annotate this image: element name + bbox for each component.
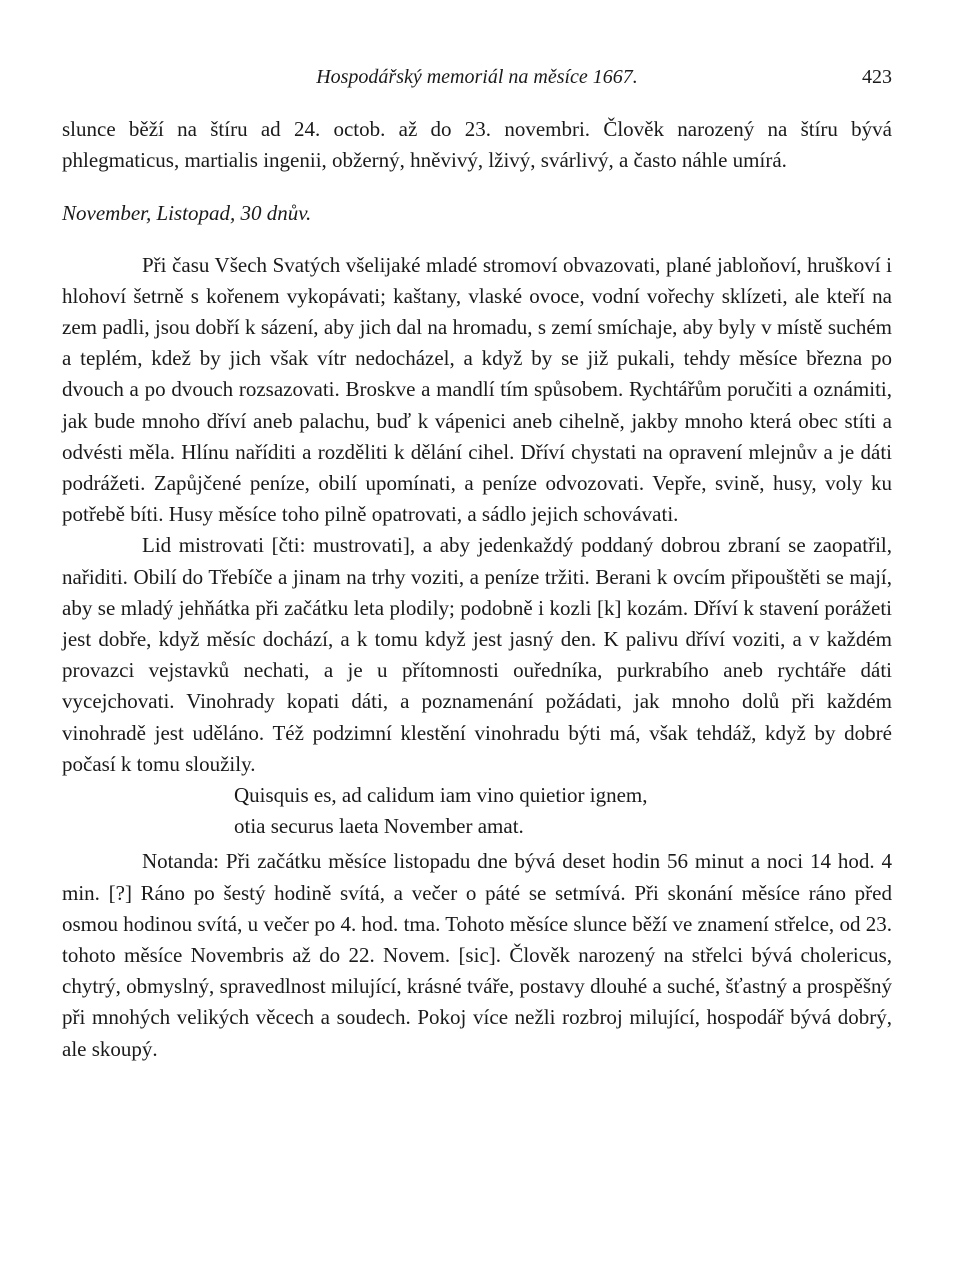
- section-title: November, Listopad, 30 dnův.: [62, 201, 312, 226]
- paragraph-all-saints: Při času Všech Svatých všelijaké mladé stromoví obvazovati, plané jabloňoví, hruškoví i hlohoví šetrně s kořenem vykopávati; kaštany, vlaské ovoce, vodní vořechy sklízeti, ale kteří na zem padli, jsou dobří k sázení, aby jich dal na hromadu, s zemí smíchaje, aby byly v místě suchém a teplém, kdež by jich však vítr nedocházel, a když by se již pukali, tehdy měsíce března po dvouch a po dvouch rozsazovati. Broskve a mandlí tím spůsobem. Rychtářům poručiti a oznámiti, jak bude mnoho dříví aneb palachu, buď k vápenici aneb cihelně, jakby mnoho která obec stíti a odvésti měla. Hlínu naříditi a rozděliti k dělání cihel. Dříví chystati na opravení mlejnův a je dáti podrážeti. Zapůjčené peníze, obilí upomínati, a peníze odvozovati. Vepře, svině, husy, voly ku potřebě bíti. Husy měsíce toho pilně opatrovati, a sádlo jejich schovávati.: [62, 252, 892, 527]
- verse-line-2: otia securus laeta November amat.: [234, 814, 524, 839]
- paragraph-notanda: Notanda: Při začátku měsíce listopadu dne bývá deset hodin 56 minut a noci 14 hod. 4 min. [?] Ráno po šestý hodině svítá, a večer o páté se setmívá. Při skonání měsíce ráno před osmou hodinou svítá, u večer po 4. hod. tma. Tohoto měsíce slunce běží ve znamení střelce, od 23. tohoto měsíce Novembris až do 22. Novem. [sic]. Člověk narozený na střelci bývá cholericus, chytrý, obmyslný, spravedlnost milující, krásné tváře, postavy dlouhé a suché, šťastný a prospěšný při mnohých velikých věcech a soudech. Pokoj více nežli rozbroj milující, hospodář bývá dobrý, ale skoupý.: [62, 849, 892, 1061]
- verse-line-1: Quisquis es, ad calidum iam vino quietior ignem,: [234, 783, 648, 808]
- intro-paragraph: slunce běží na štíru ad 24. octob. až do 23. novembri. Člověk narozený na štíru bývá phlegmaticus, martialis ingenii, obžerný, hněvivý, lživý, svárlivý, a často náhle umírá.: [62, 117, 892, 173]
- running-title: Hospodářský memoriál na měsíce 1667.: [316, 66, 638, 88]
- latin-verse: [234, 780, 892, 842]
- page-header: [62, 66, 892, 92]
- page-body: [62, 114, 892, 1065]
- paragraph-muster: Lid mistrovati [čti: mustrovati], a aby jedenkaždý poddaný dobrou zbraní se zaopatřil, nařiditi. Obilí do Třebíče a jinam na trhy voziti, a peníze tržiti. Berani k ovcím připouštěti se mají, aby se mladý jehňátka při začátku leta plodily; podobně i kozli [k] kozám. Dříví k stavení porážeti jest dobře, když měsíc dochází, a k tomu když jest jasný den. K palivu dříví voziti, a v každém provazci vejstavků nechati, a je u přítomnosti ouředníka, purkrabího aneb rychtáře dáti vycejchovati. Vinohrady kopati dáti, a poznamenání požádati, jak mnoho dolů při každém vinohradě jest uděláno. Též podzimní klestění vinohradu býti má, však tehdáž, když by dobré počasí k tomu sloužily.: [62, 533, 892, 776]
- page-number: 423: [862, 66, 892, 88]
